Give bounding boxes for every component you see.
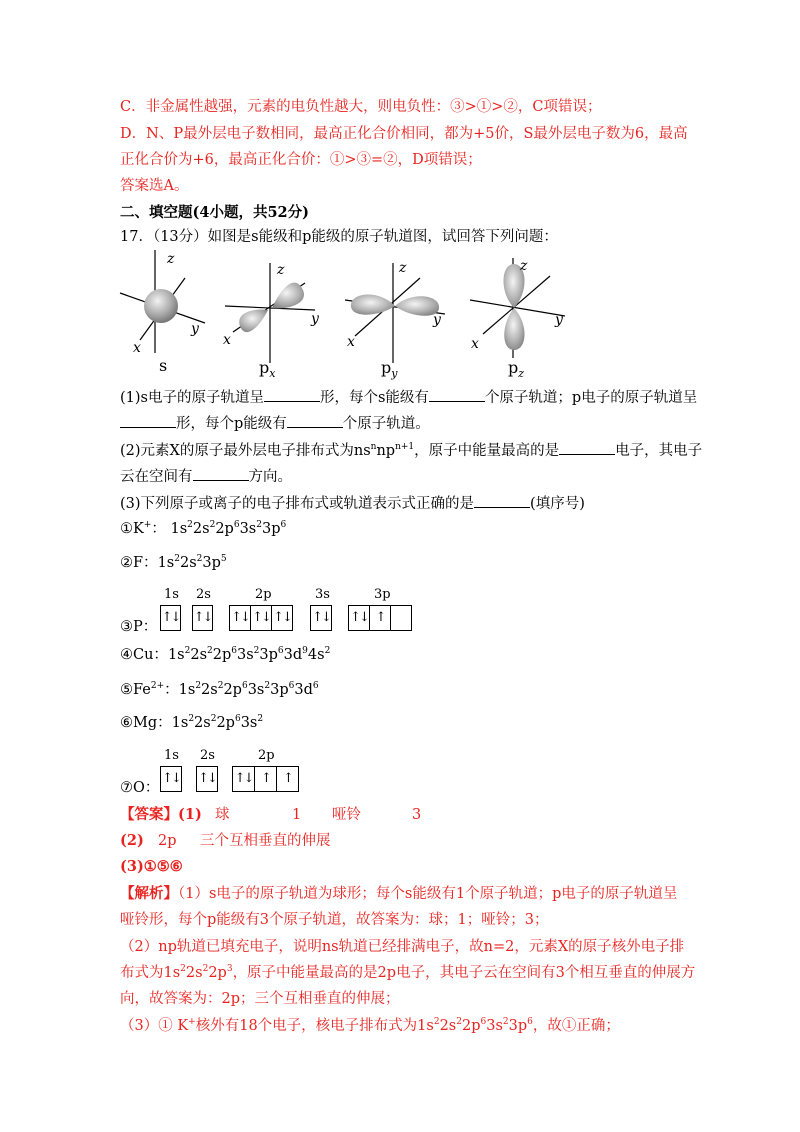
pz-lobe-lower [504, 308, 524, 350]
o-box-2p-2: ↑ [254, 766, 277, 792]
q1-line1: (1)s电子的原子轨道呈 形，每个s能级有 个原子轨道；p电子的原子轨道呈 [120, 387, 697, 408]
svg-text:x: x [223, 332, 231, 348]
orbital-diagrams [115, 248, 575, 381]
analysis-line-5: 向，故答案为：2p；三个互相垂直的伸展； [120, 991, 400, 1007]
p-box-3p-2: ↑ [369, 605, 391, 631]
svg-text:x: x [347, 334, 355, 350]
caption-s: s [159, 356, 168, 375]
analysis-line-4: 布式为$1s^22s^22p^3$，原子中能量最高的是2p电子，其电子云在空间有3个相互垂直的伸展方 [120, 964, 696, 981]
p-box-3s: ↑↓ [310, 605, 332, 631]
answer-line-2: (2) 2p 三个互相垂直的伸展 [120, 832, 331, 849]
solution-answer: 答案选A。 [120, 178, 189, 194]
px-lobe-lower [239, 310, 268, 333]
p-box-2s: ↑↓ [192, 605, 213, 631]
solution-option-c: C．非金属性越强，元素的电负性越大，则电负性：③>①>②，C项错误； [120, 99, 602, 115]
question-stem: 17．（13分）如图是s能级和p能级的原子轨道图，试回答下列问题： [120, 229, 558, 245]
solution-option-d-line1: D．N、P最外层电子数相同，最高正化合价相同，都为+5价，S最外层电子数为6，最高 [120, 126, 688, 142]
cap-2p: 2p [255, 587, 272, 602]
option-3-label: ③P： [120, 619, 158, 635]
p-box-2p-2: ↑↓ [250, 605, 272, 631]
svg-text:y: y [311, 311, 319, 327]
option-3-orbital-boxes [160, 587, 420, 633]
px-orbital-diagram [223, 262, 320, 363]
analysis-line-2: 哑铃形，每个p能级有3个原子轨道，故答案为：球；1；哑铃；3； [120, 912, 549, 928]
cap-2p: 2p [258, 748, 275, 763]
analysis-line-3: （2）np轨道已填充电子，说明ns轨道已经排满电子，故n=2，元素X的原子核外电子排 [120, 939, 685, 955]
analysis-line-1: 【解析】（1）s电子的原子轨道为球形；每个s能级有1个原子轨道；p电子的原子轨道呈 [120, 885, 678, 902]
px-lobe-upper [272, 283, 304, 309]
q2-line1: (2)元素X的原子最外层电子排布式为$ns^nnp^{n+1}$，原子中能量最高的是 电子，其电子 [120, 440, 702, 461]
p-box-3p-3 [390, 605, 412, 631]
option-5-fe: $⑤Fe^{2+}$：$1s^22s^22p^63s^23p^63d^6$ [120, 681, 319, 698]
o-box-1s: ↑↓ [160, 766, 182, 792]
p-box-2p-3: ↑↓ [271, 605, 293, 631]
svg-text:z: z [167, 251, 175, 267]
cap-3s: 3s [315, 587, 330, 602]
option-4-cu: ④Cu：$1s^22s^22p^63s^23p^63d^94s^2$ [120, 646, 331, 663]
s-orbital-sphere [144, 289, 178, 323]
p-box-3p-1: ↑↓ [348, 605, 370, 631]
o-box-2s: ↑↓ [196, 766, 218, 792]
solution-option-d-line2: 正化合价为+6，最高正化合价：①>③=②，D项错误； [120, 152, 482, 168]
cap-1s: 1s [164, 748, 179, 763]
p-box-2p-1: ↑↓ [229, 605, 251, 631]
py-lobe-left [351, 295, 395, 315]
py-orbital-diagram [345, 260, 445, 363]
option-6-mg: ⑥Mg：$1s^22s^22p^63s^2$ [120, 714, 264, 731]
analysis-line-6: （3）① K+核外有18个电子，核电子排布式为$1s^22s^22p^63s^23p^6$，故①正确； [120, 1017, 620, 1034]
cap-1s: 1s [164, 587, 179, 602]
q2-line2: 云在空间有 方向。 [120, 466, 292, 487]
option-7-label: ⑦O： [120, 780, 160, 796]
caption-pz: $p_z$ [508, 358, 525, 381]
svg-text:z: z [277, 262, 285, 278]
caption-py: $p_y$ [381, 358, 398, 381]
p-box-1s: ↑↓ [160, 605, 181, 631]
s-orbital-diagram [120, 250, 205, 356]
q1-line2: 形，每个p能级有 个原子轨道。 [120, 413, 430, 434]
svg-text:z: z [520, 258, 528, 274]
section-heading: 二、填空题(4小题，共52分) [120, 204, 309, 221]
svg-text:y: y [433, 312, 441, 328]
cap-3p: 3p [374, 587, 391, 602]
cap-2s: 2s [200, 748, 215, 763]
pz-orbital-diagram [470, 258, 565, 358]
option-7-orbital-boxes [160, 748, 320, 794]
svg-text:x: x [471, 336, 479, 352]
svg-text:y: y [191, 321, 199, 337]
svg-text:y: y [555, 312, 563, 328]
q3-line: (3)下列原子或离子的电子排布式或轨道表示式正确的是 (填序号) [120, 493, 585, 514]
cap-2s: 2s [196, 587, 211, 602]
svg-text:z: z [399, 260, 407, 276]
answer-line-1: 【答案】(1) 球 1 哑铃 3 [120, 806, 422, 823]
option-2-f: ②F：$1s^22s^23p^5$ [120, 554, 227, 571]
svg-text:x: x [133, 340, 141, 356]
caption-px: $p_x$ [259, 358, 276, 381]
option-1-k: ①K+： $1s^22s^22p^63s^23p^6$ [120, 520, 287, 537]
o-box-2p-1: ↑↓ [232, 766, 255, 792]
o-box-2p-3: ↑ [276, 766, 299, 792]
answer-line-3: (3)①⑤⑥ [120, 858, 183, 875]
